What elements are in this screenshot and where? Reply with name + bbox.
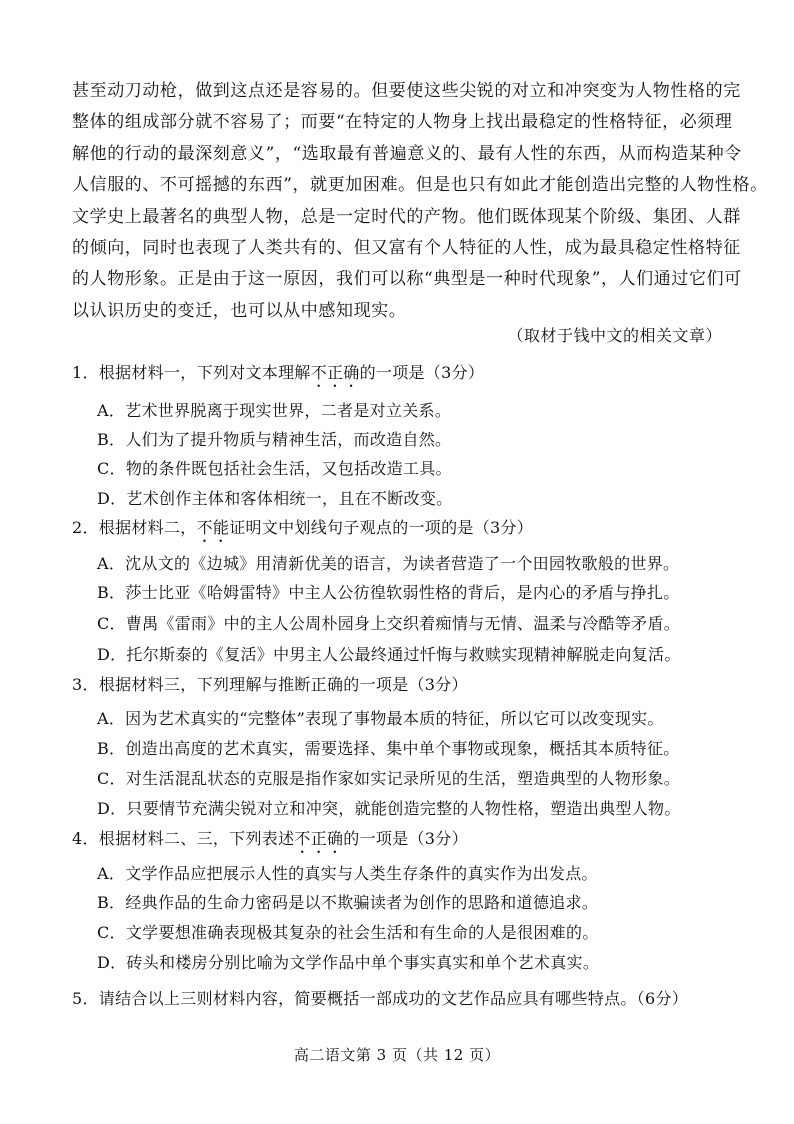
question-number: 2．: [72, 518, 99, 537]
question-text: 根据材料二，: [98, 518, 197, 537]
question-1-option-b: B．人们为了提升物质与精神生活，而改造自然。: [97, 430, 452, 449]
question-2-option-d: D．托尔斯泰的《复活》中男主人公最终通过忏悔与救赎实现精神解脱走向复活。: [97, 645, 681, 664]
question-4-option-c: C．文学要想准确表现极其复杂的社会生活和有生命的人是很困难的。: [97, 923, 599, 942]
reading-passage: [72, 76, 768, 327]
question-3-stem: [72, 672, 468, 695]
question-1-stem: [72, 360, 484, 391]
question-text: 的一项是（3分）: [343, 829, 468, 848]
question-2-option-a: A．沈从文的《边城》用清新优美的语言，为读者营造了一个田园牧歌般的世界。: [97, 554, 680, 573]
passage-line: 的人物形象。正是由于这一原因，我们可以称“典型是一种时代现象”，人们通过它们可: [72, 269, 742, 290]
passage-line: 的倾向，同时也表现了人类共有的、但又富有个人特征的人性，成为最具稳定性格特征: [72, 237, 741, 258]
question-number: 4．: [72, 829, 99, 848]
passage-source: （取材于钱中文的相关文章）: [507, 326, 722, 345]
passage-line: 文学史上最著名的典型人物，总是一定时代的产物。他们既体现某个阶级、集团、人群: [72, 206, 741, 227]
question-number: 5．: [72, 989, 99, 1008]
passage-line: 整体的组成部分就不容易了；而要“在特定的人物身上找出最稳定的性格特征，必须理: [72, 112, 733, 133]
question-1-option-a: A．艺术世界脱离于现实世界，二者是对立关系。: [97, 401, 452, 420]
passage-line: 以认识历史的变迁，也可以从中感知现实。: [72, 300, 407, 321]
passage-line: 人信服的、不可摇撼的东西”，就更加困难。但是也只有如此才能创造出完整的人物性格。: [72, 175, 768, 196]
question-text: 根据材料一，下列对文本理解: [98, 363, 311, 382]
question-3-option-a: A．因为艺术真实的“完整体”表现了事物最本质的特征，所以它可以改变现实。: [97, 709, 664, 728]
question-text: 根据材料三，下列理解与推断正确的一项是（3分）: [98, 675, 468, 694]
emphasis-mark: 不能: [196, 518, 230, 537]
question-2-option-c: C．曹禺《雷雨》中的主人公周朴园身上交织着痴情与无情、温柔与冷酷等矛盾。: [97, 614, 681, 633]
question-3-option-b: B．创造出高度的艺术真实，需要选择、集中单个事物或现象，概括其本质特征。: [97, 739, 680, 758]
question-4-option-d: D．砖头和楼房分别比喻为文学作品中单个事实真实和单个艺术真实。: [97, 953, 600, 972]
question-number: 3．: [72, 675, 99, 694]
question-3-option-c: C．对生活混乱状态的克服是指作家如实记录所见的生活，塑造典型的人物形象。: [97, 769, 681, 788]
question-text: 的一项是（3分）: [359, 363, 485, 382]
question-4-option-a: A．文学作品应把展示人性的真实与人类生存条件的真实作为出发点。: [97, 864, 598, 883]
question-text: 证明文中划线句子观点的一项的是（3分）: [229, 518, 534, 537]
question-5-stem: [72, 986, 688, 1009]
passage-line: 甚至动刀动枪，做到这点还是容易的。但要使这些尖锐的对立和冲突变为人物性格的完: [72, 81, 741, 101]
question-4-option-b: B．经典作品的生命力密码是以不欺骗读者为创作的思路和道德追求。: [97, 893, 599, 912]
passage-line: 解他的行动的最深刻意义”，“选取最有普遍意义的、最有人性的东西，从而构造某种令: [72, 143, 742, 164]
question-3-option-d: D．只要情节充满尖锐对立和冲突，就能创造完整的人物性格，塑造出典型人物。: [97, 799, 681, 818]
page-footer: 高二语文第 3 页（共 12 页）: [293, 1046, 501, 1064]
question-number: 1．: [72, 363, 99, 382]
question-2-option-b: B．莎士比亚《哈姆雷特》中主人公彷徨软弱性格的背后，是内心的矛盾与挣扎。: [97, 583, 680, 602]
question-1-option-c: C．物的条件既包括社会生活，又包括改造工具。: [97, 459, 452, 478]
question-2-stem: [72, 515, 533, 546]
emphasis-mark: 不正确: [294, 829, 344, 848]
question-text: 请结合以上三则材料内容，简要概括一部成功的文艺作品应具有哪些特点。（6分）: [98, 989, 689, 1008]
emphasis-mark: 不正确: [310, 363, 360, 382]
question-text: 根据材料二、三，下列表述: [98, 829, 295, 848]
question-1-option-d: D．艺术创作主体和客体相统一，且在不断改变。: [97, 489, 453, 508]
question-4-stem: [72, 826, 468, 857]
